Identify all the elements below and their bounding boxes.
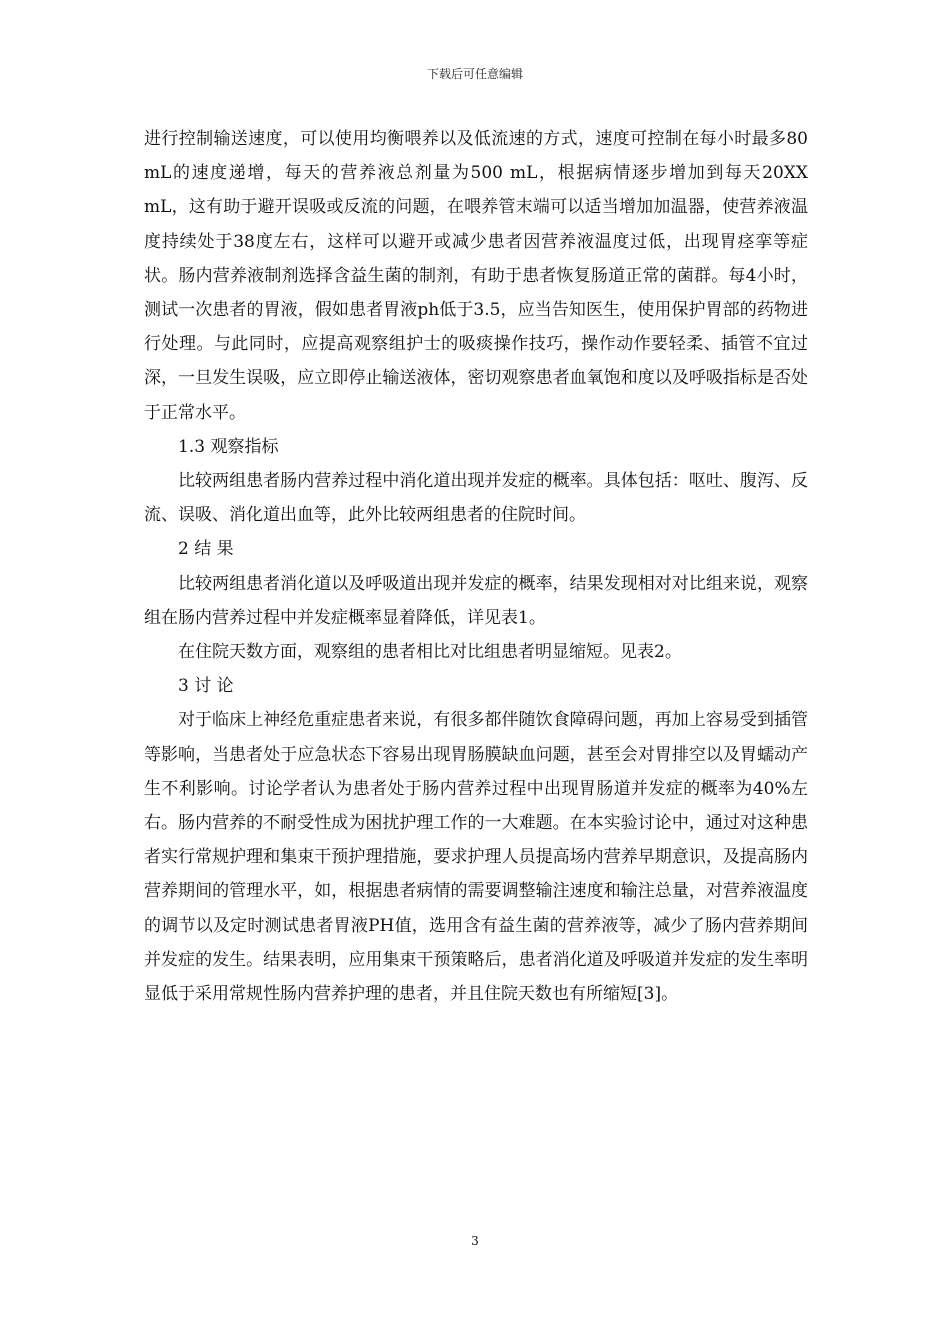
paragraph-results-hospital-days: 在住院天数方面，观察组的患者相比对比组患者明显缩短。见表2。 [178,642,682,663]
paragraph-results-complications: 比较两组患者消化道以及呼吸道出现并发症的概率，结果发现相对对比组来说，观察组在肠内营养过程中并发症概率显着降低，详见表1。 [144,573,808,628]
paragraph-observation-indicators: 比较两组患者肠内营养过程中消化道出现并发症的概率。具体包括：呕吐、腹泻、反流、误吸、消化道出血等，此外比较两组患者的住院时间。 [144,471,808,526]
section-heading-results: 2 结 果 [178,539,234,560]
page-number: 3 [471,1234,479,1248]
document-body [144,122,808,1011]
paragraph-nutrition-control: 进行控制输送速度，可以使用均衡喂养以及低流速的方式，速度可控制在每小时最多80 mL的速度递增，每天的营养液总剂量为500 mL，根据病情逐步增加到每天20XX mL，这有助于避开误吸或反流的问题，在喂养管末端可以适当增加加温器，使营养液温度持续处于38度左右，这样可以避开或减少患者因营养液温度过低，出现胃痉挛等症状。肠内营养液制剂选择含益生菌的制剂，有助于患者恢复肠道正常的菌群。每4小时，测试一次患者的胃液，假如患者胃液ph低于3.5，应当告知医生，使用保护胃部的药物进行处理。与此同时，应提高观察组护士的吸痰操作技巧，操作动作要轻柔、插管不宜过深，一旦发生误吸，应立即停止输送液体，密切观察患者血氧饱和度以及呼吸指标是否处于正常水平。 [144,129,808,423]
paragraph-discussion: 对于临床上神经危重症患者来说，有很多都伴随饮食障碍问题，再加上容易受到插管等影响，当患者处于应急状态下容易出现胃肠膜缺血问题，甚至会对胃排空以及胃蠕动产生不利影响。讨论学者认为患者处于肠内营养过程中出现胃肠道并发症的概率为40%左右。肠内营养的不耐受性成为困扰护理工作的一大难题。在本实验讨论中，通过对这种患者实行常规护理和集束干预护理措施，要求护理人员提高场内营养早期意识，及提高肠内营养期间的管理水平，如，根据患者病情的需要调整输注速度和输注总量，对营养液温度的调节以及定时测试患者胃液PH值，选用含有益生菌的营养液等，减少了肠内营养期间并发症的发生。结果表明，应用集束干预策略后，患者消化道及呼吸道并发症的发生率明显低于采用常规性肠内营养护理的患者，并且住院天数也有所缩短[3]。 [144,710,808,1005]
section-heading-1-3: 1.3 观察指标 [178,436,279,457]
section-heading-discussion: 3 讨 论 [178,676,234,697]
page-header: 下载后可任意编辑 [426,67,523,81]
